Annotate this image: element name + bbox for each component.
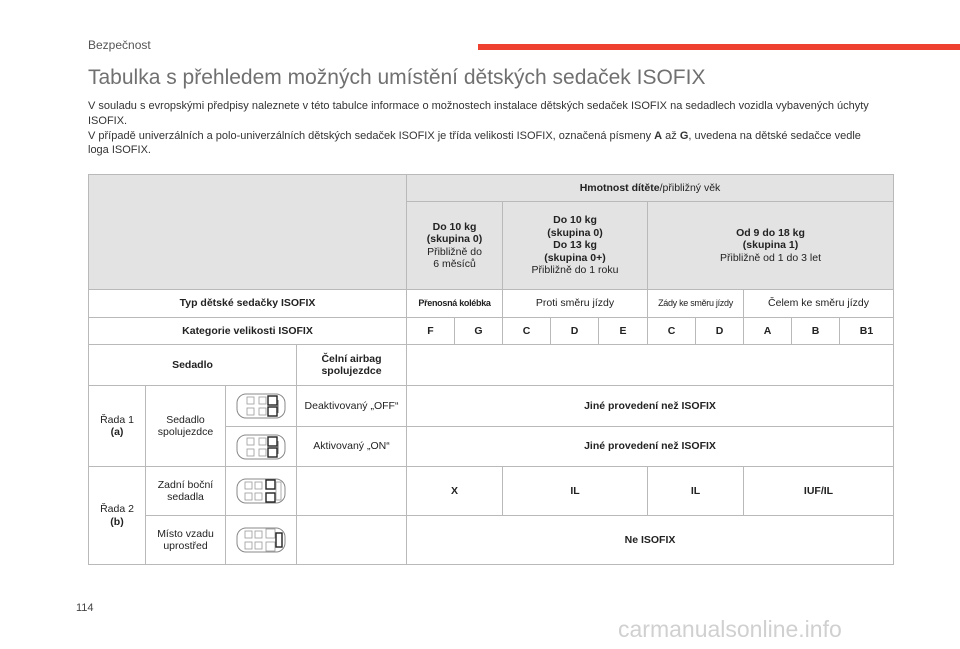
group-0-header: Do 10 kg (skupina 0) Přibližně do 6 měsíců bbox=[407, 202, 503, 290]
airbag-off: Deaktivovaný „OFF“ bbox=[297, 386, 407, 427]
value-il: IL bbox=[648, 467, 744, 516]
size-class: A bbox=[744, 318, 792, 345]
size-class: C bbox=[648, 318, 696, 345]
value-iuf-il: IUF/IL bbox=[744, 467, 894, 516]
value-non-isofix: Jiné provedení než ISOFIX bbox=[407, 427, 894, 467]
watermark: carmanualsonline.info bbox=[618, 616, 842, 642]
intro-paragraph-1: V souladu s evropskými předpisy naleznete v této tabulce informace o možnostech instalace dětských sedaček ISOFIX na sedadlech vozidla vybavených úchyty ISOFIX. bbox=[88, 100, 869, 127]
value-no-isofix: Ne ISOFIX bbox=[407, 516, 894, 565]
isofix-table bbox=[88, 174, 894, 565]
size-category-label: Kategorie velikosti ISOFIX bbox=[89, 318, 407, 345]
rear-center-seat-label: Místo vzadu uprostřed bbox=[146, 516, 226, 565]
seat-label: Sedadlo bbox=[89, 345, 297, 386]
section-title: Bezpečnost bbox=[88, 38, 151, 52]
intro-paragraph-2: V případě univerzálních a polo-univerzálních dětských sedaček ISOFIX je třída velikosti ISOFIX, označená písmeny A až G, uvedena na dětské sedačce vedle loga ISOFIX. bbox=[88, 129, 861, 157]
seat-type-label: Typ dětské sedačky ISOFIX bbox=[89, 290, 407, 318]
type-rearward: Proti směru jízdy bbox=[503, 290, 648, 318]
car-seat-rear-center-icon bbox=[226, 516, 297, 565]
page-number: 114 bbox=[76, 602, 94, 614]
row-1-label: Řada 1 (a) bbox=[89, 386, 146, 467]
intro-text bbox=[88, 99, 878, 158]
value-non-isofix: Jiné provedení než ISOFIX bbox=[407, 386, 894, 427]
size-class: D bbox=[551, 318, 599, 345]
size-class: B1 bbox=[840, 318, 894, 345]
airbag-on: Aktivovaný „ON“ bbox=[297, 427, 407, 467]
type-carrycot: Přenosná kolébka bbox=[407, 290, 503, 318]
row-2-label: Řada 2 (b) bbox=[89, 467, 146, 565]
type-forward-facing: Čelem ke směru jízdy bbox=[744, 290, 894, 318]
car-seat-front-passenger-icon bbox=[226, 386, 297, 427]
value-not-suitable: X bbox=[407, 467, 503, 516]
front-passenger-seat-label: Sedadlo spolujezdce bbox=[146, 386, 226, 467]
size-class: F bbox=[407, 318, 455, 345]
rear-side-seats-label: Zadní boční sedadla bbox=[146, 467, 226, 516]
size-class: E bbox=[599, 318, 648, 345]
car-seat-front-passenger-icon bbox=[226, 427, 297, 467]
page-title: Tabulka s přehledem možných umístění dětských sedaček ISOFIX bbox=[88, 66, 706, 89]
header-accent-bar bbox=[478, 44, 960, 50]
type-rear-facing: Zády ke směru jízdy bbox=[648, 290, 744, 318]
empty-cell bbox=[297, 516, 407, 565]
size-class: D bbox=[696, 318, 744, 345]
car-seat-rear-side-icon bbox=[226, 467, 297, 516]
size-class: G bbox=[455, 318, 503, 345]
size-class: C bbox=[503, 318, 551, 345]
weight-header: Hmotnost dítěte/přibližný věk bbox=[407, 175, 894, 202]
group-1-header: Od 9 do 18 kg (skupina 1) Přibližně od 1 do 3 let bbox=[648, 202, 894, 290]
group-0plus-header: Do 10 kg (skupina 0) Do 13 kg (skupina 0+) Přibližně do 1 roku bbox=[503, 202, 648, 290]
value-il: IL bbox=[503, 467, 648, 516]
table-corner-cell bbox=[89, 175, 407, 290]
empty-cell bbox=[297, 467, 407, 516]
airbag-label: Čelní airbag spolujezdce bbox=[297, 345, 407, 386]
empty-cell bbox=[407, 345, 894, 386]
size-class: B bbox=[792, 318, 840, 345]
